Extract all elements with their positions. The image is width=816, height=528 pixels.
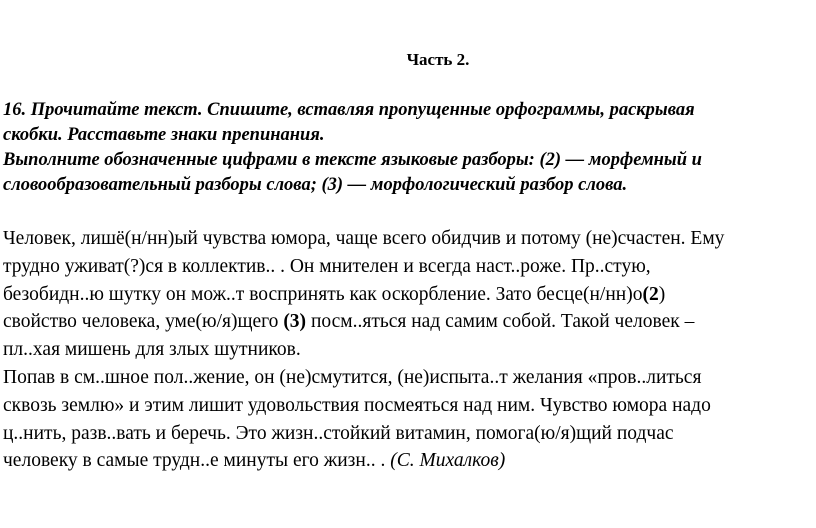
- passage-line-text: посм..яться над самим собой. Такой человек –: [306, 311, 695, 333]
- passage-line: [3, 447, 815, 475]
- task-line: словообразовательный разборы слова; (3) — морфологический разбор слова.: [3, 175, 628, 195]
- passage-line-text: человеку в самые трудн..е минуты его жизн.. .: [3, 450, 391, 472]
- passage-line: сквозь землю» и этим лишит удовольствия посмеяться над ним. Чувство юмора надо: [3, 394, 711, 416]
- task-line: 16. Прочитайте текст. Спишите, вставляя пропущенные орфограммы, раскрывая: [3, 100, 695, 120]
- parse-marker-3: (3): [283, 311, 307, 333]
- passage-line-text: свойство человека, уме(ю/я)щего: [3, 311, 284, 333]
- passage-line: Человек, лишё(н/нн)ый чувства юмора, чаще всего обидчив и потому (не)счастен. Ему: [3, 228, 725, 249]
- author-attribution: (С. Михалков): [390, 450, 506, 472]
- parse-marker-2: (2: [642, 283, 659, 305]
- task-line: скобки. Расставьте знаки препинания.: [3, 125, 325, 145]
- task-line: Выполните обозначенные цифрами в тексте языковые разборы: (2) — морфемный и: [3, 150, 702, 170]
- passage-line: ц..нить, разв..вать и беречь. Это жизн..стойкий витамин, помога(ю/я)щий подчас: [3, 422, 674, 444]
- passage-line: трудно уживат(?)ся в коллектив.. . Он мнителен и всегда наст..роже. Пр..стую,: [3, 255, 651, 277]
- task-instructions: [3, 98, 815, 198]
- passage-line: пл..хая мишень для злых шутников.: [3, 339, 301, 361]
- passage-line-text: безобидн..ю шутку он мож..т воспринять как оскорбление. Зато бесце(н/нн)о: [3, 283, 643, 305]
- part-heading: Часть 2.: [406, 50, 470, 69]
- passage-line: [3, 308, 815, 336]
- passage-text: [3, 225, 815, 475]
- passage-line: Попав в см..шное пол..жение, он (не)смутится, (не)испыта..т желания «пров..литься: [3, 366, 702, 388]
- passage-line-text: ): [658, 283, 666, 305]
- passage-line: [3, 281, 815, 309]
